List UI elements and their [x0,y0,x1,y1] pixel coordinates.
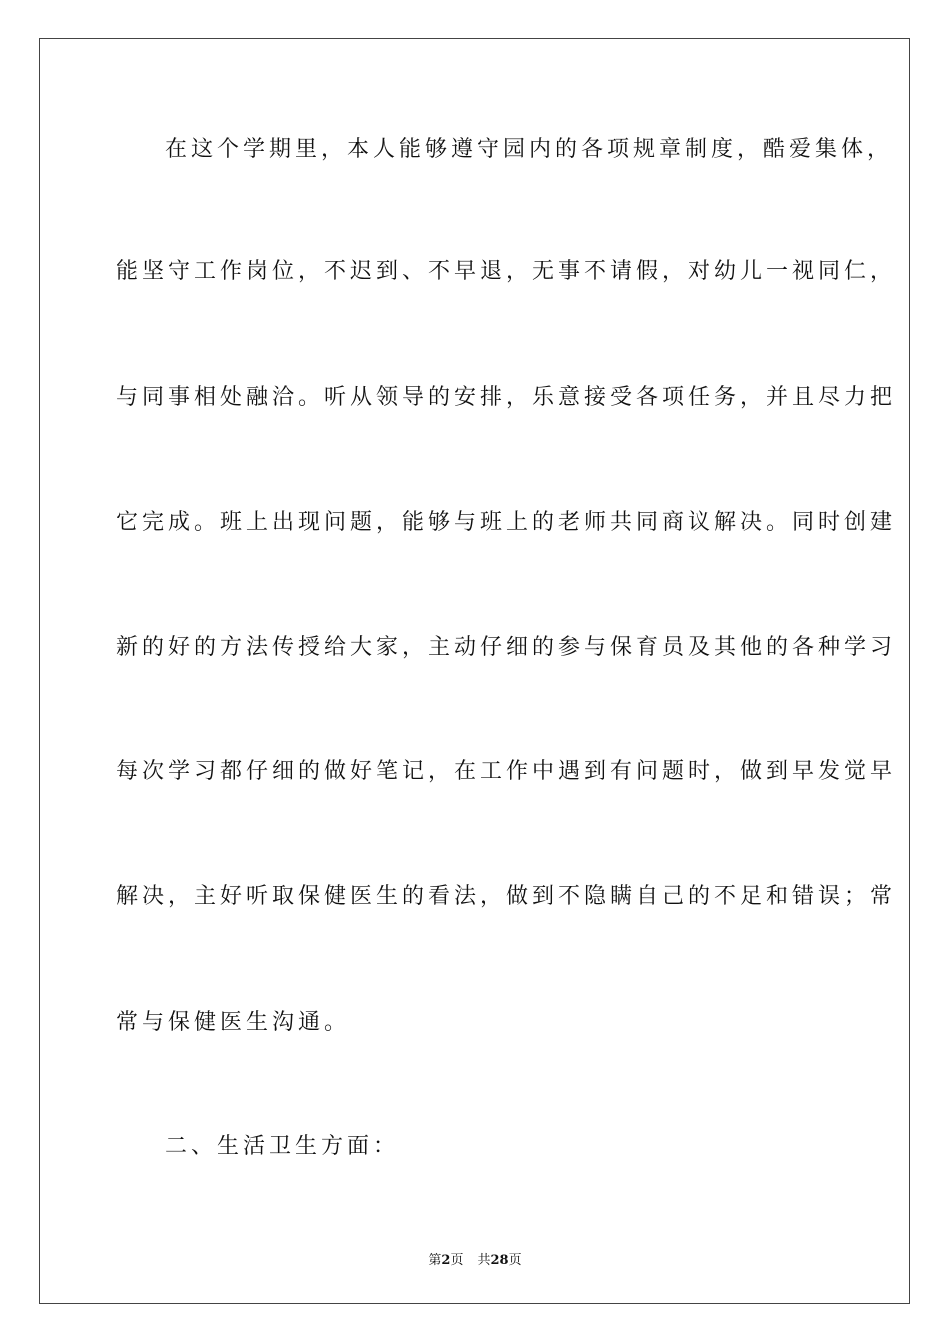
total-prefix: 共 [477,1253,491,1268]
paragraph-line: 解决，主好听取保健医生的看法，做到不隐瞒自己的不足和错误；常 [116,884,897,909]
total-suffix: 页 [508,1253,522,1268]
paragraph-line: 每次学习都仔细的做好笔记，在工作中遇到有问题时，做到早发觉早 [116,759,897,784]
paragraph-line: 新的好的方法传授给大家，主动仔细的参与保育员及其他的各种学习 [116,635,897,660]
page-border [39,38,910,1304]
paragraph-line: 在这个学期里，本人能够遵守园内的各项规章制度，酷爱集体， [165,137,894,162]
paragraph-line: 它完成。班上出现问题，能够与班上的老师共同商议解决。同时创建 [116,510,897,535]
page-current: 2 [441,1253,451,1268]
paragraph-line: 能坚守工作岗位，不迟到、不早退，无事不请假，对幼儿一视同仁， [116,259,897,284]
page-footer [0,1249,950,1268]
page-total: 28 [490,1253,509,1268]
page-suffix: 页 [450,1253,464,1268]
paragraph-line: 与同事相处融洽。听从领导的安排，乐意接受各项任务，并且尽力把 [116,385,897,410]
section-heading: 二、生活卫生方面： [165,1134,400,1159]
paragraph-line: 常与保健医生沟通。 [116,1010,351,1035]
page-prefix: 第 [428,1253,442,1268]
